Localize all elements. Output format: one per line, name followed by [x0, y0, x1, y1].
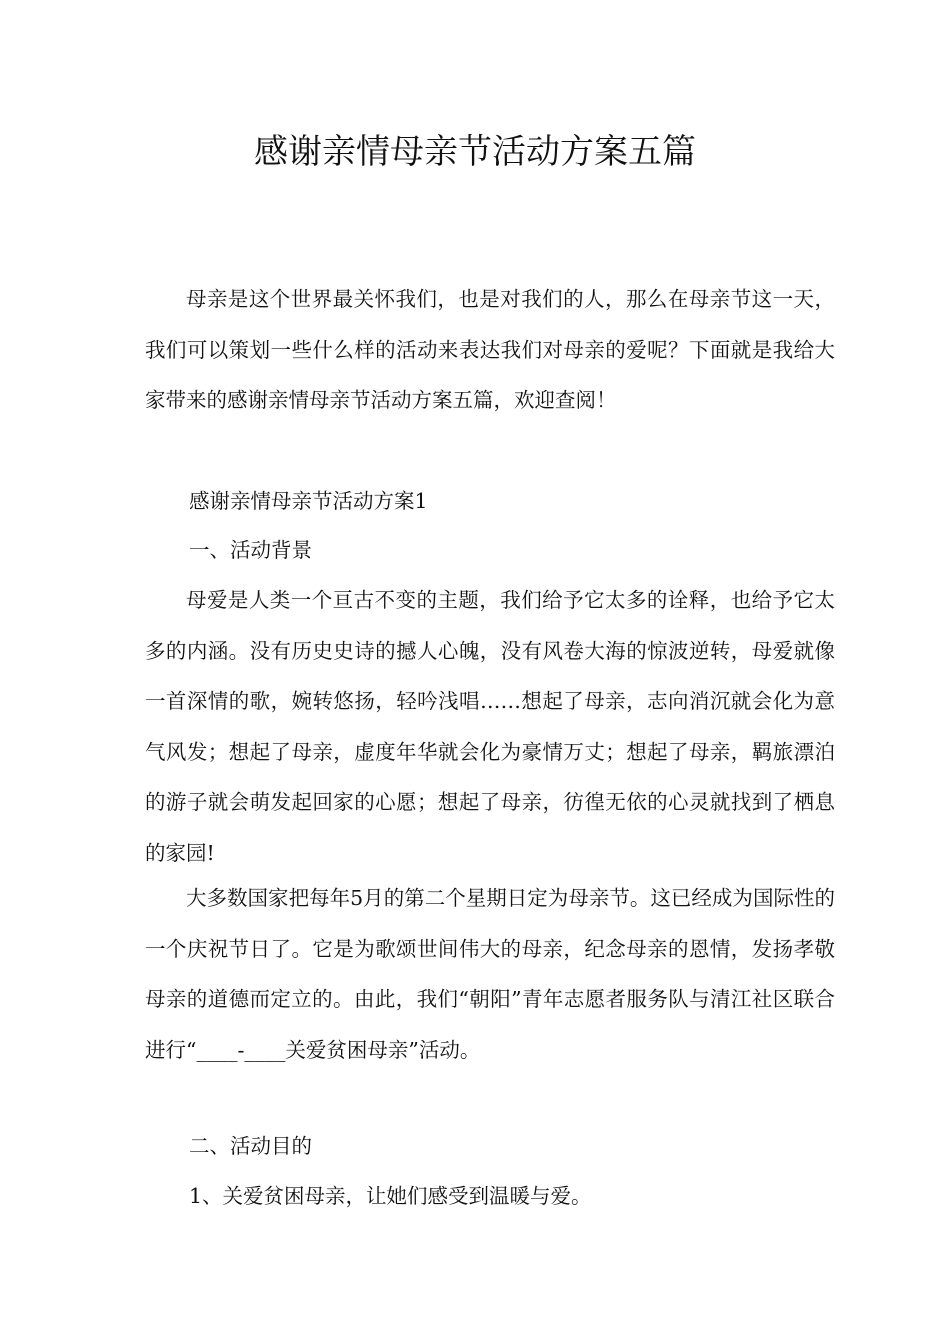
- purpose-item-1: 1、关爱贫困母亲，让她们感受到温暖与爱。: [189, 1184, 592, 1208]
- intro-paragraph: 母亲是这个世界最关怀我们，也是对我们的人，那么在母亲节这一天，我们可以策划一些什么样的活动来表达我们对母亲的爱呢？下面就是我给大家带来的感谢亲情母亲节活动方案五篇，欢迎查阅！: [145, 287, 835, 412]
- background-paragraph-2: 大多数国家把每年5月的第二个星期日定为母亲节。这已经成为国际性的一个庆祝节日了。它是为歌颂世间伟大的母亲，纪念母亲的恩情，发扬孝敬母亲的道德而定立的。由此，我们“朝阳”青年志愿者服务队与清江社区联合进行“____-____关爱贫困母亲”活动。: [145, 886, 835, 1062]
- heading-activity-background: 一、活动背景: [189, 538, 312, 562]
- document-title: 感谢亲情母亲节活动方案五篇: [254, 132, 696, 172]
- heading-activity-purpose: 二、活动目的: [189, 1134, 312, 1158]
- background-paragraph-1: 母爱是人类一个亘古不变的主题，我们给予它太多的诠释，也给予它太多的内涵。没有历史史诗的撼人心魄，没有风卷大海的惊波逆转，母爱就像一首深情的歌，婉转悠扬，轻吟浅唱……想起了母亲，志向消沉就会化为意气风发；想起了母亲，虚度年华就会化为豪情万丈；想起了母亲，羁旅漂泊的游子就会萌发起回家的心愿；想起了母亲，彷徨无依的心灵就找到了栖息的家园!: [145, 588, 835, 865]
- section-title: 感谢亲情母亲节活动方案1: [189, 489, 428, 513]
